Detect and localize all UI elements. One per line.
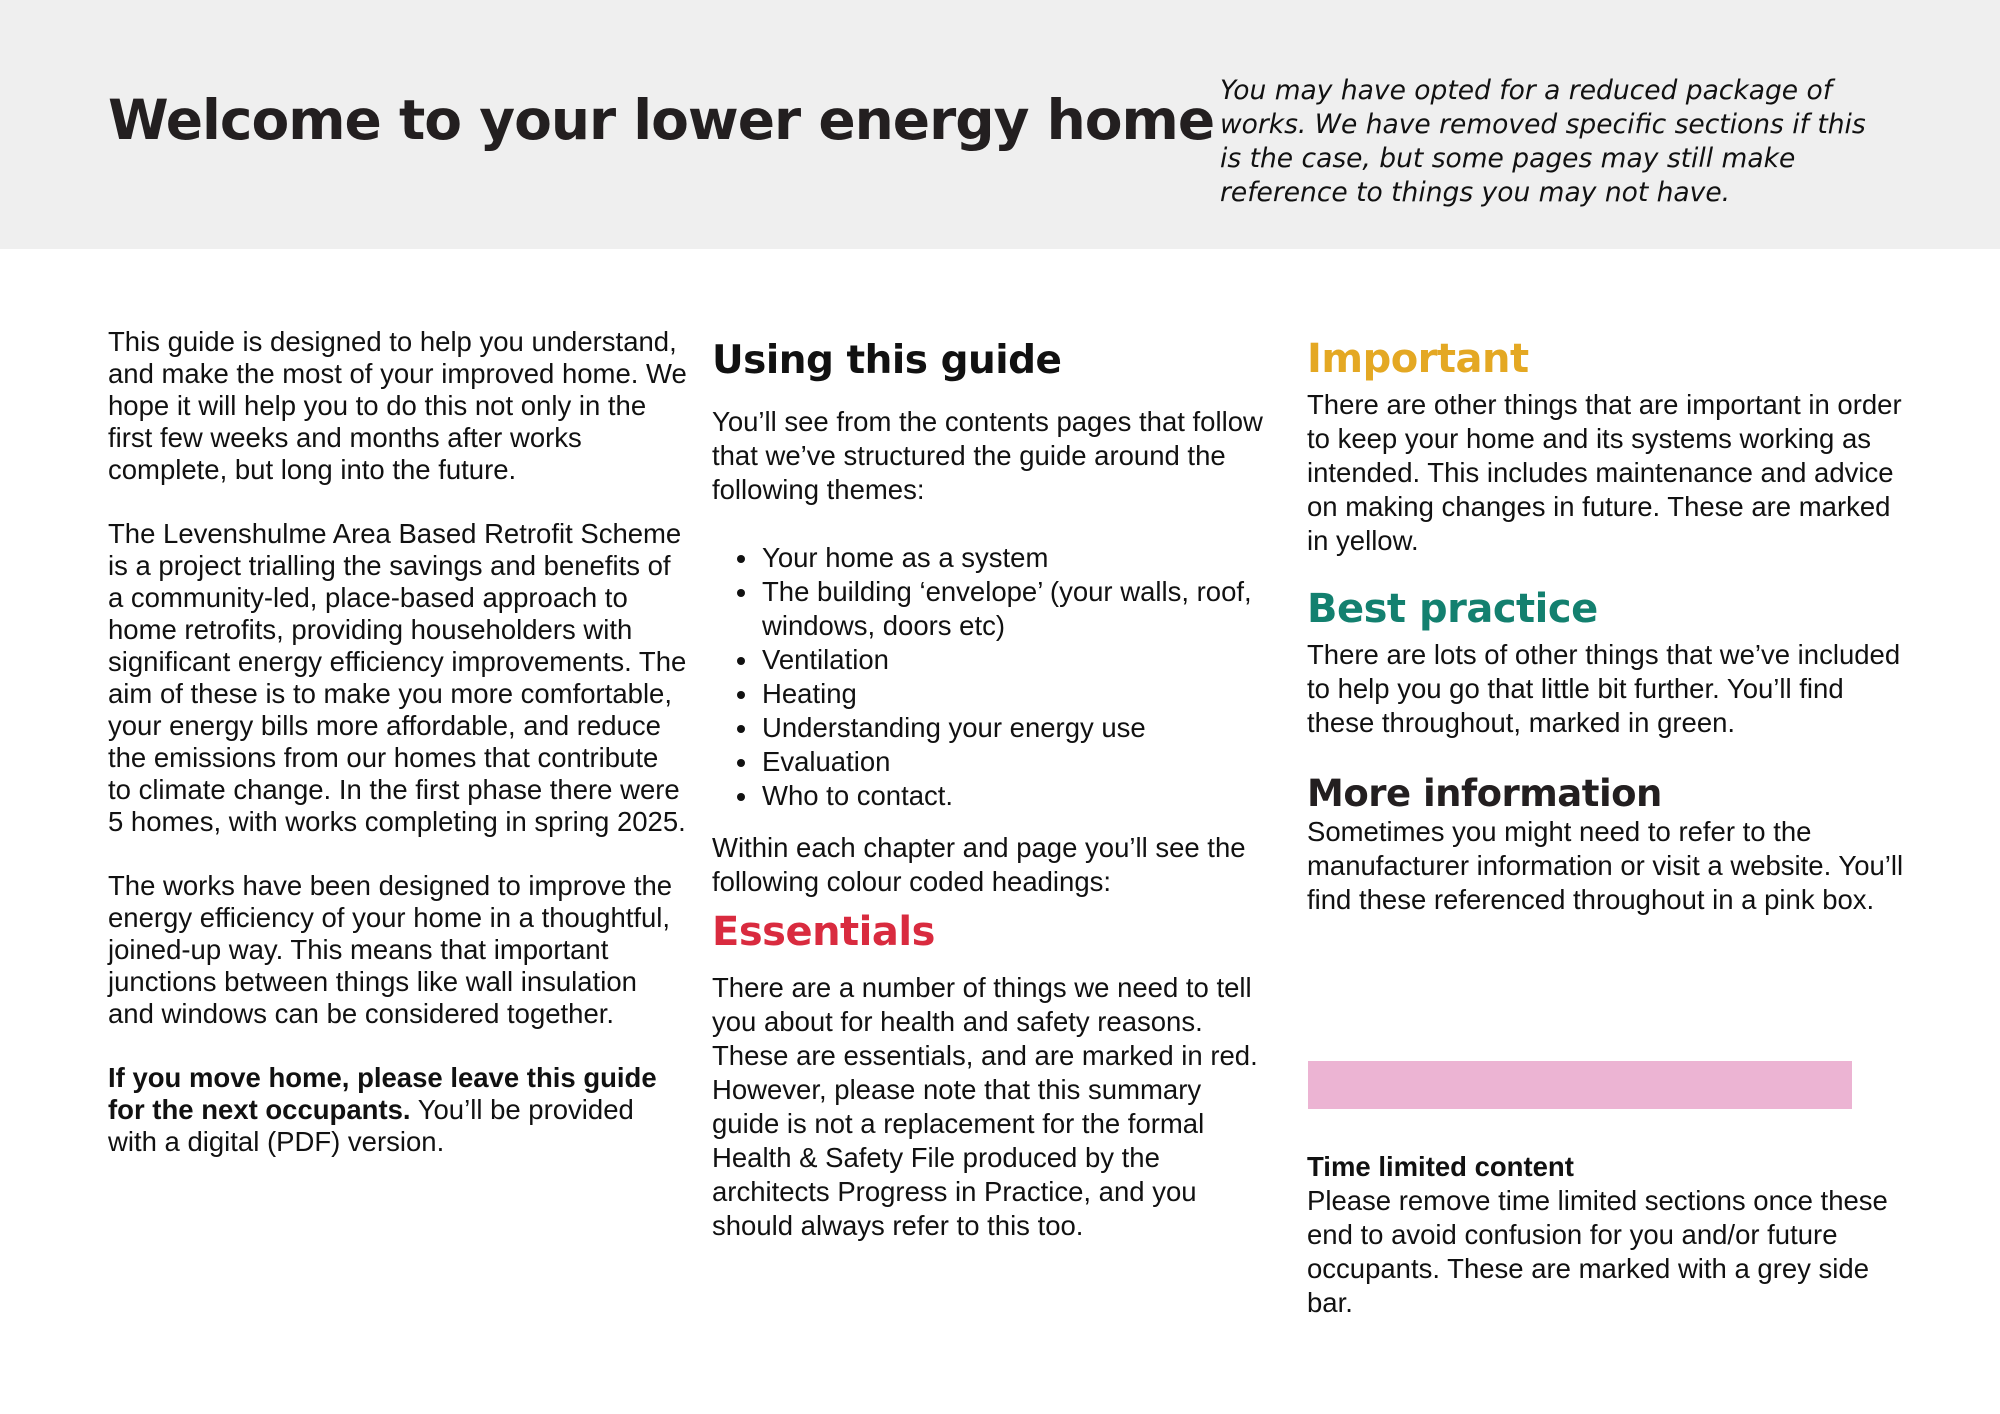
header-band [0,0,2000,249]
theme-item: • Who to contact. [760,779,1272,813]
best-practice-heading: Best practice [1307,586,1598,632]
colour-intro: Within each chapter and page you’ll see the following colour coded headings: [712,832,1246,897]
time-limited-heading: Time limited content [1307,1151,1574,1182]
works-paragraph: The works have been designed to improve the energy efficiency of your home in a thoughtful, joined-up way. This means that important junctions between things like wall insulation and windows can be considered together. [108,870,673,1029]
move-home-emphasis: If you move home, please leave this guide for the next occupants. [108,1062,657,1125]
best-practice-text: There are lots of other things that we’ve included to help you go that little bit further. You’ll find these throughout, marked in green. [1307,639,1901,738]
important-heading: Important [1307,336,1529,382]
header-note: You may have opted for a reduced package of works. We have removed specific sections if this is the case, but some pages may still make reference to things you may not have. [1220,75,1866,208]
important-text: There are other things that are important in order to keep your home and its systems working as intended. This includes maintenance and advice on making changes in future. These are marked in yellow. [1307,389,1902,556]
theme-item: • Heating [760,677,1272,711]
theme-item: • Understanding your energy use [760,711,1272,745]
intro-paragraph: This guide is designed to help you understand, and make the most of your improved home. We hope it will help you to do this not only in the first few weeks and months after works complete, but long into the future. [108,326,687,485]
using-guide-intro: You’ll see from the contents pages that follow that we’ve structured the guide around the following themes: [712,406,1263,505]
time-limited-section [1307,1150,1907,1320]
column-using-guide [712,326,1272,1243]
column-intro [108,326,688,1190]
column-headings-key [1307,326,1907,917]
theme-item: • Your home as a system [760,541,1272,575]
themes-list [712,541,1272,813]
essentials-text: There are a number of things we need to tell you about for health and safety reasons. These are essentials, and are marked in red. However, please note that this summary guide is not a replacement for the formal Health & Safety File produced by the architects Progress in Practice, and you should always refer to this too. [712,972,1258,1241]
theme-item: • Evaluation [760,745,1272,779]
theme-item: • Ventilation [760,643,1272,677]
move-home-paragraph [108,1062,688,1158]
time-limited-text: Please remove time limited sections once these end to avoid confusion for you and/or future occupants. These are marked with a grey side bar. [1307,1185,1888,1318]
theme-item: • The building ‘envelope’ (your walls, roof, windows, doors etc) [760,575,1272,643]
using-guide-heading: Using this guide [712,338,1062,383]
pink-reference-box [1308,1061,1852,1109]
more-info-heading: More information [1307,772,1662,815]
scheme-paragraph: The Levenshulme Area Based Retrofit Scheme is a project trialling the savings and benefits of a community-led, place-based approach to home retrofits, providing householders with significant energy efficiency improvements. The aim of these is to make you more comfortable, your energy bills more affordable, and reduce the emissions from our homes that contribute to climate change. In the first phase there were 5 homes, with works completing in spring 2025. [108,518,687,837]
more-info-text: Sometimes you might need to refer to the manufacturer information or visit a website. You’ll find these referenced throughout in a pink box. [1307,816,1904,915]
essentials-heading: Essentials [712,909,935,955]
move-home-rest: You’ll be provided with a digital (PDF) version. [108,1094,634,1157]
page-title: Welcome to your lower energy home [108,88,1215,152]
